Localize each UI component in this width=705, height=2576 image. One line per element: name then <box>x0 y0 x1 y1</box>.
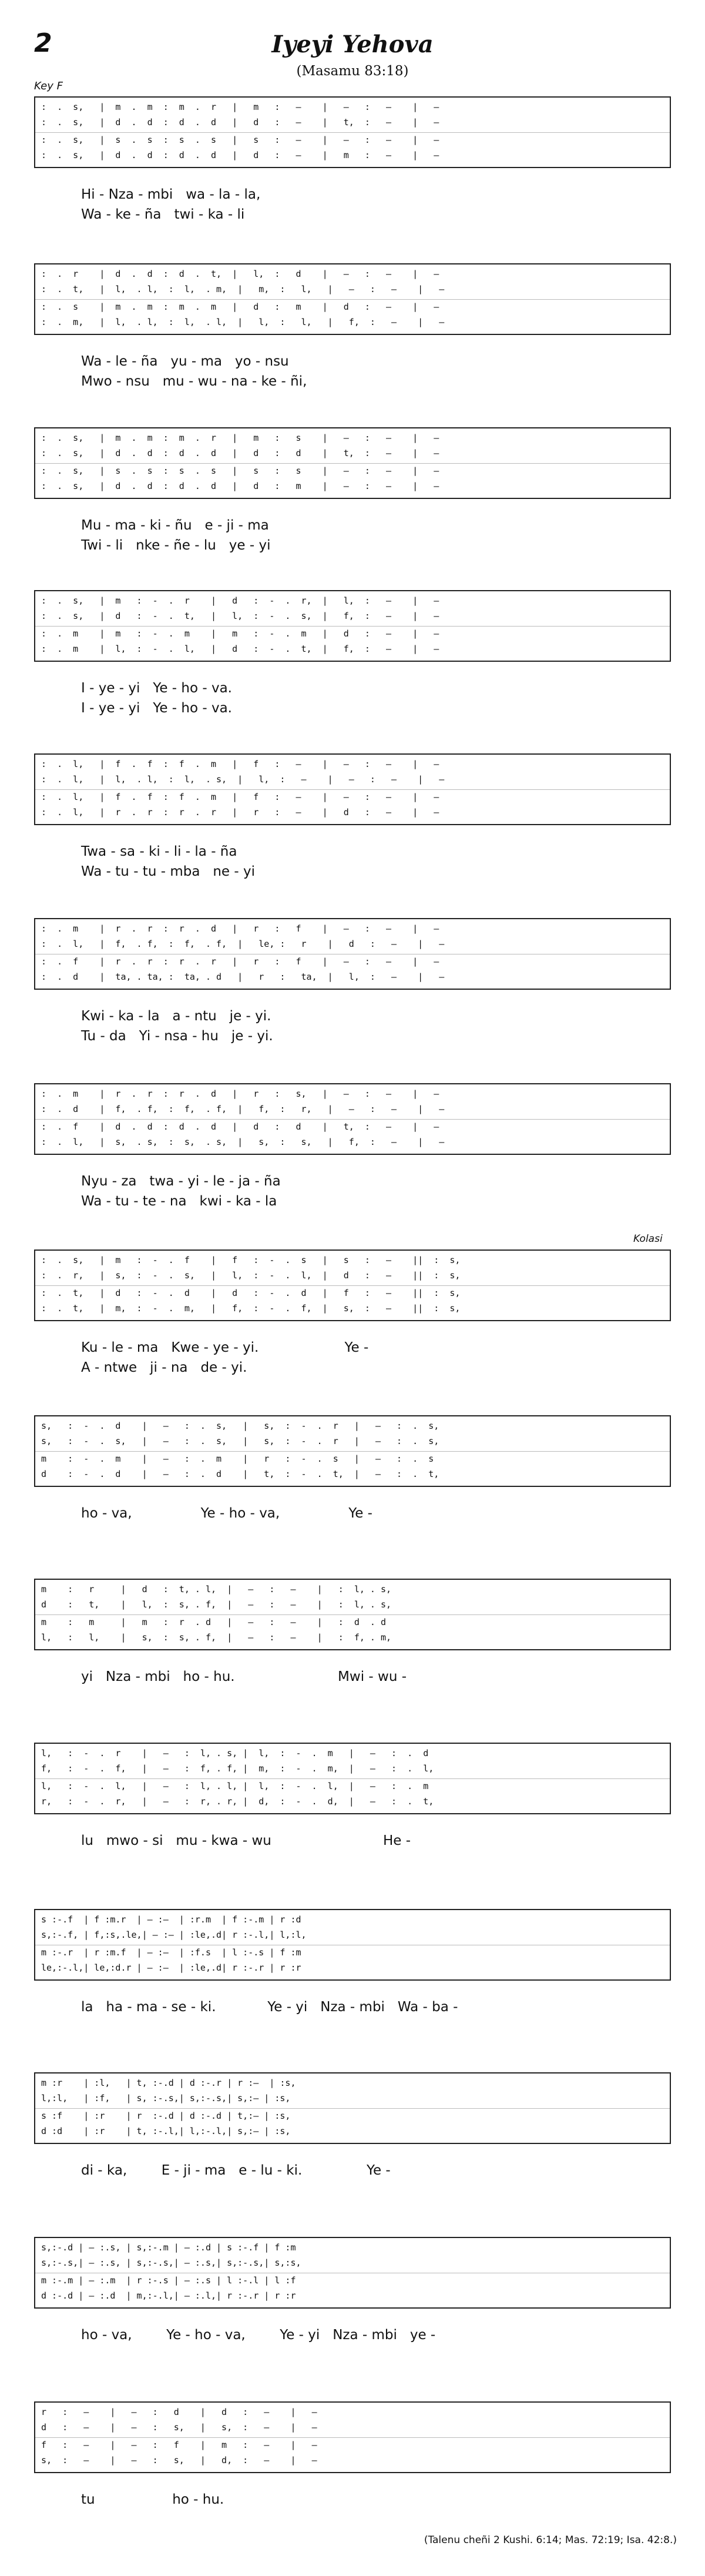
solfa-voice-row: : . s, | d : - . t, | l, : - . s, | f, : — | — <box>41 611 439 621</box>
lyric-line: Hi - Nza - mbi wa - la - la, <box>81 187 261 202</box>
solfa-voice-row: m : - . m | — : . m | r : - . s | — : . s <box>41 1453 434 1464</box>
solfa-voice-row: s,:-.f, | f,:s,.le,| — :— | :le,.d| r :-.l,| l,:l, <box>41 1930 307 1940</box>
solfa-voice-row: : . l, | s, . s, : s, . s, | s, : s, | f, : — | — <box>41 1137 445 1147</box>
footer-references: (Talenu cheñi 2 Kushi. 6:14; Mas. 72:19; Isa. 42:8.) <box>424 2534 677 2546</box>
solfa-voice-row: : . t, | d : - . d | d : - . d | f : — || : s, <box>41 1288 461 1298</box>
solfa-voice-row: : . m | r . r : r . d | r : s, | — : — | — <box>41 1088 439 1099</box>
solfa-voice-row: s,:-.d | — :.s, | s,:-.m | — :.d | s :-.f | f :m <box>41 2242 296 2253</box>
lyric-line: ho - va, Ye - ho - va, Ye - <box>81 1506 372 1521</box>
page-number: 2 <box>34 28 52 58</box>
solfa-voice-row: : . t, | m, : - . m, | f, : - . f, | s, : — || : s, <box>41 1303 461 1314</box>
lyric-line: Twi - li nke - ñe - lu ye - yi <box>81 538 271 553</box>
solfa-voice-row: le,:-.l,| le,:d.r | — :— | :le,.d| r :-.r | r :r <box>41 1962 301 1973</box>
solfa-voice-row: : . s, | s . s : s . s | s : s | — : — | — <box>41 465 439 476</box>
solfa-voice-row: l,:l, | :f, | s, :-.s,| s,:-.s,| s,:— | :s, <box>41 2093 291 2103</box>
solfa-voice-row: r, : - . r, | — : r, . r, | d, : - . d, | — : . t, <box>41 1796 434 1807</box>
solfa-voice-row: s :-.f | f :m.r | — :— | :r.m | f :-.m | r :d <box>41 1914 301 1925</box>
solfa-notes <box>34 1743 671 1814</box>
solfa-notes <box>34 96 671 168</box>
solfa-notes <box>34 1579 671 1650</box>
lyric-line: Kwi - ka - la a - ntu je - yi. <box>81 1009 271 1024</box>
lyric-line: Wa - tu - te - na kwi - ka - la <box>81 1194 277 1209</box>
lyric-line: I - ye - yi Ye - ho - va. <box>81 701 232 716</box>
solfa-voice-row: : . s, | m : - . f | f : - . s | s : — || : s, <box>41 1255 461 1265</box>
solfa-voice-row: : . t, | l, . l, : l, . m, | m, : l, | — : — | — <box>41 284 445 294</box>
solfa-voice-row: d :d | :r | t, :-.l,| l,:-.l,| s,:— | :s, <box>41 2126 291 2136</box>
lyric-line: Twa - sa - ki - li - la - ña <box>81 844 237 859</box>
key-signature: Key F <box>34 80 63 92</box>
lyric-line: Nyu - za twa - yi - le - ja - ña <box>81 1174 281 1189</box>
solfa-voice-row: m : m | m : r . d | — : — | : d . d <box>41 1617 386 1627</box>
solfa-voice-row: : . s, | m : - . r | d : - . r, | l, : — | — <box>41 595 439 606</box>
lyric-line: di - ka, E - ji - ma e - lu - ki. Ye - <box>81 2163 391 2178</box>
solfa-voice-row: d : - . d | — : . d | t, : - . t, | — : . t, <box>41 1469 439 1479</box>
solfa-voice-row: s :f | :r | r :-.d | d :-.d | t,:— | :s, <box>41 2111 291 2121</box>
solfa-voice-row: : . m | m : - . m | m : - . m | d : — | — <box>41 628 439 639</box>
lyric-line: yi Nza - mbi ho - hu. Mwi - wu - <box>81 1669 407 1684</box>
solfa-voice-row: : . s, | d . d : d . d | d : d | t, : — | — <box>41 448 439 458</box>
solfa-voice-row: : . m, | l, . l, : l, . l, | l, : l, | f, : — | — <box>41 317 445 327</box>
lyric-line: A - ntwe ji - na de - yi. <box>81 1360 247 1375</box>
solfa-notes <box>34 2072 671 2144</box>
solfa-voice-row: d : — | — : s, | s, : — | — <box>41 2422 317 2433</box>
solfa-voice-row: : . s | m . m : m . m | d : m | d : — | — <box>41 302 439 312</box>
solfa-voice-row: r : — | — : d | d : — | — <box>41 2407 317 2417</box>
lyric-line: Wa - tu - tu - mba ne - yi <box>81 864 256 879</box>
solfa-voice-row: : . r, | s, : - . s, | l, : - . l, | d : — || : s, <box>41 1270 461 1281</box>
lyric-line: ho - va, Ye - ho - va, Ye - yi Nza - mbi ye - <box>81 2327 436 2343</box>
lyric-line: Wa - ke - ña twi - ka - li <box>81 207 245 222</box>
solfa-notes <box>34 1250 671 1321</box>
solfa-voice-row: : . m | l, : - . l, | d : - . t, | f, : — | — <box>41 644 439 654</box>
solfa-voice-row: : . l, | f . f : f . m | f : — | — : — | — <box>41 759 439 769</box>
lyric-line: lu mwo - si mu - kwa - wu He - <box>81 1833 411 1848</box>
solfa-voice-row: : . d | ta, . ta, : ta, . d | r : ta, | l, : — | — <box>41 972 445 982</box>
solfa-voice-row: : . s, | d . d : d . d | d : m | — : — | — <box>41 481 439 491</box>
solfa-voice-row: : . f | r . r : r . r | r : f | — : — | — <box>41 956 439 967</box>
solfa-voice-row: : . s, | d . d : d . d | d : — | t, : — | — <box>41 117 439 128</box>
solfa-voice-row: l, : - . l, | — : l, . l, | l, : - . l, | — : . m <box>41 1781 429 1791</box>
lyric-line: I - ye - yi Ye - ho - va. <box>81 681 232 696</box>
chorus-label: Kolasi <box>633 1233 663 1245</box>
solfa-notes <box>34 2401 671 2473</box>
solfa-notes <box>34 427 671 499</box>
solfa-voice-row: s, : — | — : s, | d, : — | — <box>41 2455 317 2466</box>
solfa-voice-row: : . l, | f . f : f . m | f : — | — : — | — <box>41 792 439 802</box>
solfa-voice-row: : . l, | l, . l, : l, . s, | l, : — | — : — | — <box>41 774 445 785</box>
lyric-line: la ha - ma - se - ki. Ye - yi Nza - mbi Wa - ba - <box>81 1999 458 2015</box>
hymn-title: Iyeyi Yehova <box>271 31 434 58</box>
solfa-voice-row: f : — | — : f | m : — | — <box>41 2440 317 2450</box>
solfa-voice-row: : . m | r . r : r . d | r : f | — : — | — <box>41 923 439 934</box>
solfa-voice-row: s,:-.s,| — :.s, | s,:-.s,| — :.s,| s,:-.s,| s,:s, <box>41 2257 301 2268</box>
solfa-voice-row: : . d | f, . f, : f, . f, | f, : r, | — : — | — <box>41 1104 445 1114</box>
lyric-line: Tu - da Yi - nsa - hu je - yi. <box>81 1029 273 1044</box>
solfa-notes <box>34 1083 671 1155</box>
lyric-line: tu ho - hu. <box>81 2492 224 2507</box>
solfa-voice-row: : . s, | d . d : d . d | d : — | m : — | — <box>41 150 439 160</box>
lyric-line: Wa - le - ña yu - ma yo - nsu <box>81 354 289 369</box>
solfa-notes <box>34 263 671 335</box>
solfa-voice-row: : . s, | s . s : s . s | s : — | — : — | — <box>41 135 439 145</box>
scripture-reference: (Masamu 83:18) <box>296 63 409 79</box>
solfa-notes <box>34 753 671 825</box>
solfa-notes <box>34 2237 671 2309</box>
solfa-voice-row: f, : - . f, | — : f, . f, | m, : - . m, | — : . l, <box>41 1763 434 1774</box>
solfa-voice-row: m :-.m | — :.m | r :-.s | — :.s | l :-.l | l :f <box>41 2275 296 2286</box>
solfa-voice-row: m :-.r | r :m.f | — :— | :f.s | l :-.s | f :m <box>41 1947 301 1958</box>
solfa-voice-row: : . r | d . d : d . t, | l, : d | — : — | — <box>41 269 439 279</box>
lyric-line: Mwo - nsu mu - wu - na - ke - ñi, <box>81 374 307 389</box>
solfa-notes <box>34 590 671 662</box>
solfa-voice-row: : . l, | f, . f, : f, . f, | le, : r | d : — | — <box>41 939 445 949</box>
solfa-voice-row: d :-.d | — :.d | m,:-.l,| — :.l,| r :-.r | r :r <box>41 2290 296 2301</box>
solfa-notes <box>34 1415 671 1487</box>
solfa-voice-row: s, : - . d | — : . s, | s, : - . r | — : . s, <box>41 1421 439 1431</box>
solfa-voice-row: : . s, | m . m : m . r | m : — | — : — | — <box>41 102 439 112</box>
solfa-voice-row: : . s, | m . m : m . r | m : s | — : — | — <box>41 433 439 443</box>
solfa-voice-row: d : t, | l, : s, . f, | — : — | : l, . s, <box>41 1599 392 1610</box>
solfa-voice-row: l, : l, | s, : s, . f, | — : — | : f, . m, <box>41 1632 392 1643</box>
lyric-line: Ku - le - ma Kwe - ye - yi. Ye - <box>81 1340 369 1355</box>
solfa-notes <box>34 918 671 990</box>
solfa-voice-row: s, : - . s, | — : . s, | s, : - . r | — : . s, <box>41 1436 439 1446</box>
solfa-voice-row: l, : - . r | — : l, . s, | l, : - . m | — : . d <box>41 1748 429 1758</box>
solfa-voice-row: m : r | d : t, . l, | — : — | : l, . s, <box>41 1584 392 1594</box>
lyric-line: Mu - ma - ki - ñu e - ji - ma <box>81 518 269 533</box>
solfa-voice-row: m :r | :l, | t, :-.d | d :-.r | r :— | :s, <box>41 2078 296 2088</box>
solfa-voice-row: : . l, | r . r : r . r | r : — | d : — | — <box>41 807 439 818</box>
solfa-notes <box>34 1909 671 1981</box>
solfa-voice-row: : . f | d . d : d . d | d : d | t, : — | — <box>41 1121 439 1132</box>
